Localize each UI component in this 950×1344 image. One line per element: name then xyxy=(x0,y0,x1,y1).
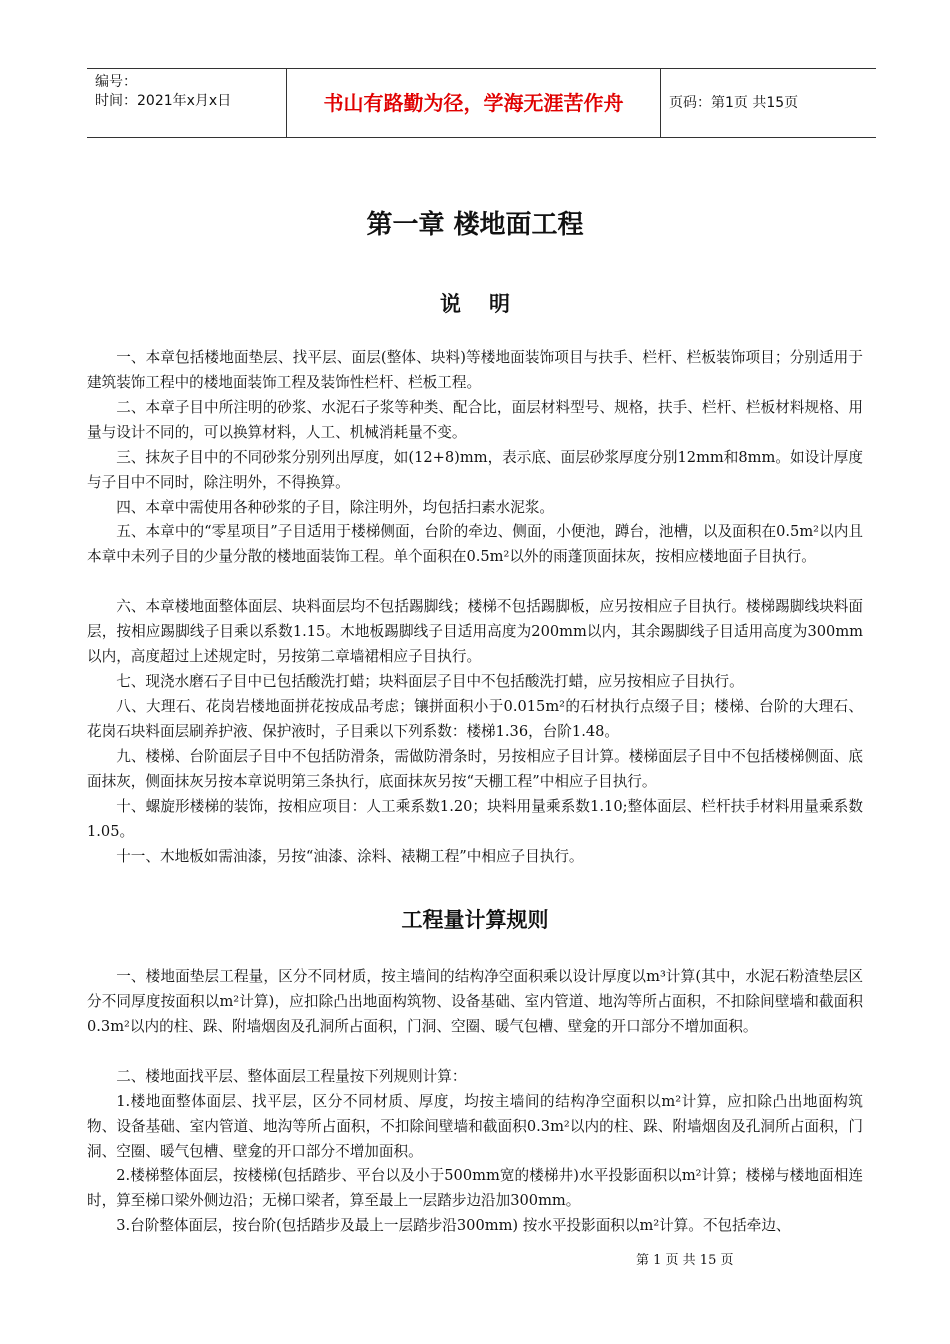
time-label: 时间：2021年x月x日 xyxy=(95,93,232,109)
paragraph: 3.台阶整体面层，按台阶(包括踏步及最上一层踏步沿300mm) 按水平投影面积以m²计算。不包括牵边、 xyxy=(116,1217,791,1234)
paragraph: 九、楼梯、台阶面层子目中不包括防滑条，需做防滑条时，另按相应子目计算。楼梯面层子目中不包括楼梯侧面、底面抹灰，侧面抹灰另按本章说明第三条执行，底面抹灰另按“天棚工程”中相应子目执行。 xyxy=(87,748,863,790)
paragraph: 2.楼梯整体面层，按楼梯(包括踏步、平台以及小于500mm宽的楼梯井)水平投影面积以m²计算；楼梯与楼地面相连时，算至梯口梁外侧边沿；无梯口梁者，算至最上一层踏步边沿加300mm。 xyxy=(87,1167,863,1209)
paragraph: 1.楼地面整体面层、找平层，区分不同材质、厚度，均按主墙间的结构净空面积以m²计算，应扣除凸出地面构筑物、设备基础、室内管道、地沟等所占面积，不扣除间壁墙和截面积0.3m²以内的柱、跺、附墙烟囱及孔洞所占面积，门洞、空圈、暖气包槽、壁龛的开口部分不增加面积。 xyxy=(87,1093,863,1160)
paragraph: 十一、木地板如需油漆，另按“油漆、涂料、裱糊工程”中相应子目执行。 xyxy=(116,848,584,865)
paragraph: 七、现浇水磨石子目中已包括酸洗打蜡；块料面层子目中不包括酸洗打蜡，应另按相应子目执行。 xyxy=(116,673,744,690)
header-page-info: 页码：第1页 共15页 xyxy=(669,95,799,111)
paragraph: 四、本章中需使用各种砂浆的子目，除注明外，均包括扫素水泥浆。 xyxy=(116,499,555,516)
page-header xyxy=(87,68,876,138)
header-left-cell xyxy=(87,69,287,137)
page-footer: 第 1 页 共 15 页 xyxy=(636,1253,734,1268)
paragraph: 六、本章楼地面整体面层、块料面层均不包括踢脚线；楼梯不包括踢脚板，应另按相应子目执行。楼梯踢脚线块料面层，按相应踢脚线子目乘以系数1.15。木地板踢脚线子目适用高度为200mm以内，其余踢脚线子目适用高度为300mm以内，高度超过上述规定时，另按第二章墙裙相应子目执行。 xyxy=(87,598,863,665)
paragraph: 二、楼地面找平层、整体面层工程量按下列规则计算： xyxy=(116,1068,467,1085)
number-label: 编号： xyxy=(95,74,137,90)
paragraph: 二、本章子目中所注明的砂浆、水泥石子浆等种类、配合比，面层材料型号、规格，扶手、栏杆、栏板材料规格、用量与设计不同的，可以换算材料，人工、机械消耗量不变。 xyxy=(87,399,863,441)
paragraph: 八、大理石、花岗岩楼地面拼花按成品考虑；镶拼面积小于0.015m²的石材执行点缀子目；楼梯、台阶的大理石、花岗石块料面层刷养护液、保护液时，子目乘以下列系数：楼梯1.36，台阶1.48。 xyxy=(87,698,863,740)
header-motto: 书山有路勤为径，学海无涯苦作舟 xyxy=(287,69,661,137)
paragraph: 三、抹灰子目中的不同砂浆分别列出厚度，如(12+8)mm，表示底、面层砂浆厚度分别12mm和8mm。如设计厚度与子目中不同时，除注明外，不得换算。 xyxy=(87,449,863,491)
chapter-title: 第一章 楼地面工程 xyxy=(366,210,584,240)
paragraph: 一、本章包括楼地面垫层、找平层、面层(整体、块料)等楼地面装饰项目与扶手、栏杆、栏板装饰项目；分别适用于建筑装饰工程中的楼地面装饰工程及装饰性栏杆、栏板工程。 xyxy=(87,349,863,391)
paragraph: 五、本章中的“零星项目”子目适用于楼梯侧面，台阶的牵边、侧面，小便池，蹲台，池槽，以及面积在0.5m²以内且本章中未列子目的少量分散的楼地面装饰工程。单个面积在0.5m²以外的雨蓬顶面抹灰，按相应楼地面子目执行。 xyxy=(87,523,863,565)
paragraph: 十、螺旋形楼梯的装饰，按相应项目：人工乘系数1.20；块料用量乘系数1.10;整体面层、栏杆扶手材料用量乘系数1.05。 xyxy=(87,798,863,840)
paragraph: 一、楼地面垫层工程量，区分不同材质，按主墙间的结构净空面积乘以设计厚度以m³计算(其中，水泥石粉渣垫层区分不同厚度按面积以m²计算)，应扣除凸出地面构筑物、设备基础、室内管道、地沟等所占面积，不扣除间壁墙和截面积0.3m²以内的柱、跺、附墙烟囱及孔洞所占面积，门洞、空圈、暖气包槽、壁龛的开口部分不增加面积。 xyxy=(87,968,863,1035)
section-title-rules: 工程量计算规则 xyxy=(401,908,549,932)
section-title-explanation: 说明 xyxy=(440,292,538,316)
